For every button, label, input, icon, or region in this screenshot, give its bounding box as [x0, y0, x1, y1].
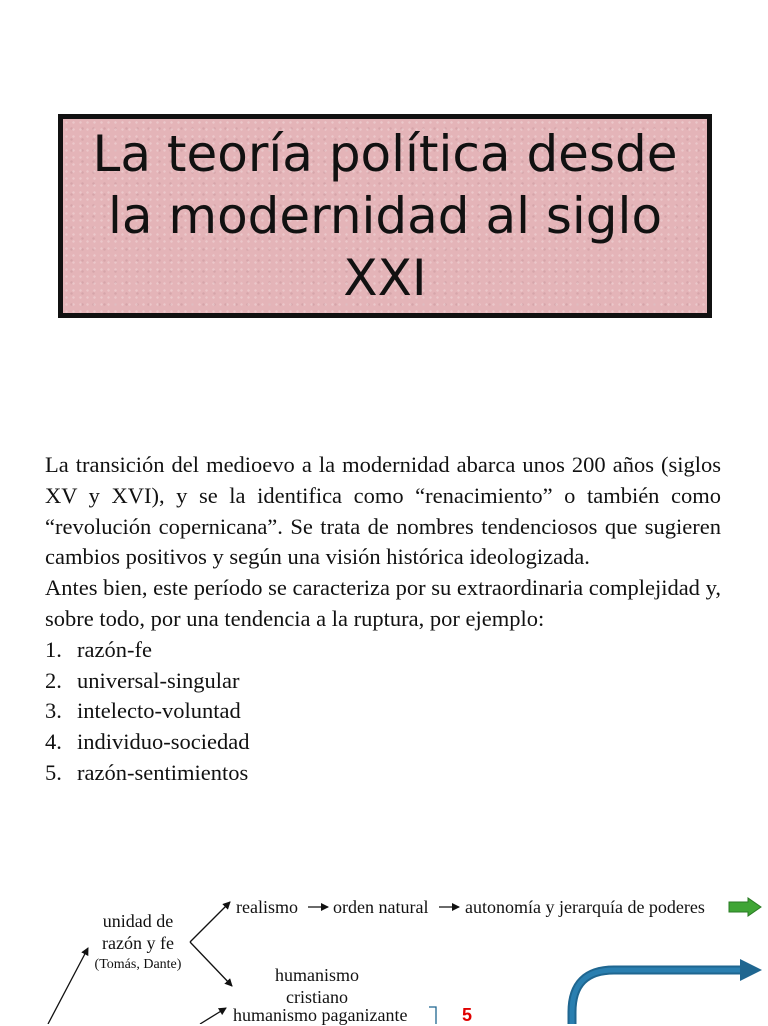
intro-text [45, 450, 721, 789]
title-box [58, 114, 712, 318]
arrow-to-realismo [190, 902, 230, 942]
title-line-1: La teoría política desde [92, 125, 678, 183]
list-item: 2. universal-singular [45, 667, 240, 693]
list-item: 1. razón-fe [45, 636, 152, 662]
orden-natural-label: orden natural [333, 897, 429, 917]
ruptures-list [45, 635, 721, 789]
green-arrow-icon [729, 898, 761, 916]
realismo-label: realismo [236, 897, 298, 917]
arrow-to-humanismo-paganizante [200, 1008, 226, 1024]
blue-arrowhead-icon [740, 959, 762, 981]
title-line-2: la modernidad al siglo [107, 187, 663, 245]
arrow-to-humanismo-cristiano [190, 942, 232, 986]
bracket-icon [429, 1007, 436, 1024]
paragraph-1: La transición del medioevo a la modernidad abarca unos 200 años (siglos XV y XVI), y se la identifica como “renacimiento” o también como “revolución copernicana”. Se trata de nombres tendenciosos que sugieren cambios positivos y según una visión histórica ideologizada. [45, 452, 721, 570]
humanismo-paganizante-label: humanismo paganizante [233, 1005, 408, 1025]
autonomia-label: autonomía y jerarquía de poderes [465, 897, 705, 917]
list-item: 3. intelecto-voluntad [45, 698, 241, 724]
unidad-node: unidad de razón y fe (Tomás, Dante) [94, 911, 182, 972]
list-item: 5. razón-sentimientos [45, 759, 249, 785]
blue-curved-arrow-icon [572, 970, 742, 1024]
arrow-to-unidad [48, 948, 88, 1024]
paragraph-2: Antes bien, este período se caracteriza por su extraordinaria complejidad y, sobre todo, por una tendencia a la ruptura, por ejemplo: [45, 575, 721, 631]
page-title [82, 123, 687, 309]
humanismo-cristiano-node: humanismo cristiano [275, 965, 359, 1007]
concept-diagram [0, 880, 768, 1024]
list-item: 4. individuo-sociedad [45, 729, 250, 755]
title-line-3: XXI [343, 249, 427, 307]
marker-number: 5 [462, 1005, 473, 1025]
